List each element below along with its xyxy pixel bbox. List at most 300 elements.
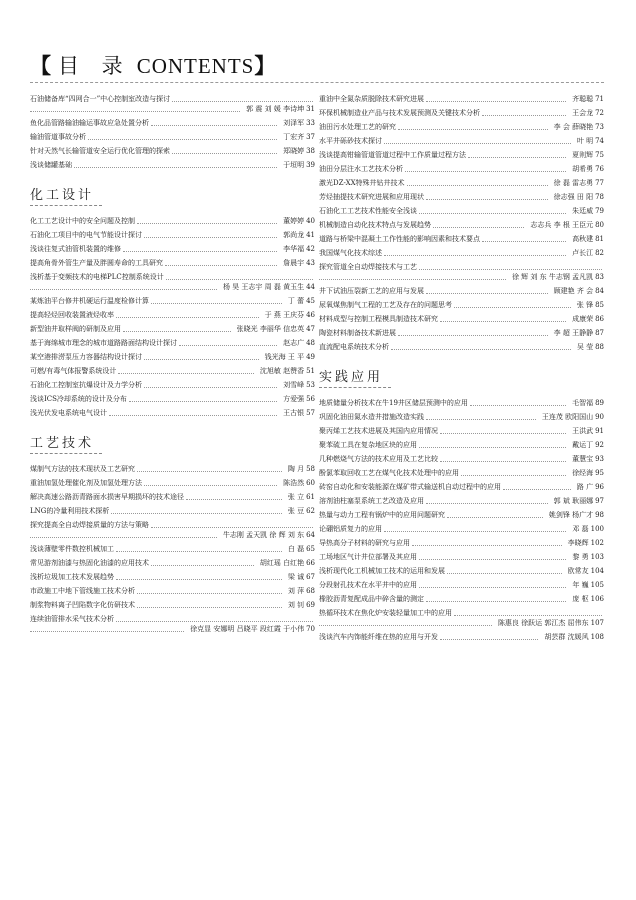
dot-leader [137, 471, 282, 472]
entry-author: 杨 昊 王志宇 周 磊 黄玉生 [222, 283, 305, 291]
toc-entry[interactable] [30, 160, 315, 170]
dot-leader [129, 401, 277, 402]
entry-page: 48 [306, 339, 315, 347]
entry-page: 69 [306, 601, 315, 609]
entry-page: 42 [306, 245, 315, 253]
entry-title: 机械制造自动化技术特点与发展趋势 [319, 221, 431, 229]
entry-author: 徐 磊 雷志勇 [553, 179, 594, 187]
entry-page: 88 [595, 343, 604, 351]
toc-entry[interactable] [319, 440, 604, 450]
toc-entry[interactable] [30, 352, 315, 362]
entry-title: 聚丙烯工艺技术进展及其国内应用情况 [319, 427, 438, 435]
entry-title: 芳烃抽提技术研究进展和应用现状 [319, 193, 424, 201]
entry-author: 张 豆 [287, 507, 305, 515]
toc-entry[interactable] [30, 296, 315, 306]
entry-title: 重油加氢处理催化剂及加氢处理方法 [30, 479, 142, 487]
entry-title: 浅谈薄壁零件数控机械加工 [30, 545, 114, 553]
toc-entry[interactable] [30, 244, 315, 254]
dot-leader [384, 531, 566, 532]
header-bracket-open: 【 [30, 53, 52, 78]
entry-author: 胡芸群 沈媛风 [544, 633, 589, 641]
section-heading: 化工设计 [30, 184, 102, 206]
entry-author: 庞 枢 [572, 595, 589, 603]
entry-author: 黎 勇 [572, 553, 589, 561]
entry-author: 戴运丁 [572, 441, 594, 449]
entry-page: 68 [306, 587, 315, 595]
dot-leader [426, 293, 548, 294]
entry-title: 化工工艺设计中的安全问题及控制 [30, 217, 135, 225]
toc-entry[interactable] [319, 538, 604, 548]
entry-page: 58 [306, 465, 315, 473]
toc-entry[interactable] [319, 524, 604, 534]
dot-leader [151, 125, 277, 126]
entry-page: 49 [306, 353, 315, 361]
toc-entry[interactable] [319, 178, 604, 188]
entry-title: 石油化工工艺技术性能安全浅谈 [319, 207, 417, 215]
dot-leader [447, 573, 562, 574]
entry-author: 李晓辉 [567, 539, 589, 547]
toc-entry[interactable] [30, 366, 315, 376]
dot-leader [419, 213, 566, 214]
entry-page: 104 [590, 567, 604, 575]
toc-entry[interactable] [30, 118, 315, 128]
entry-page: 61 [306, 493, 315, 501]
entry-page: 70 [306, 625, 315, 633]
dot-leader [412, 545, 562, 546]
entry-author: 胡红瑶 白红艳 [259, 559, 305, 567]
entry-author: 陈惠良 徐跃运 郭江杰 屈伟东 [497, 619, 589, 627]
toc-entry[interactable] [319, 136, 604, 146]
entry-author: 于垣明 [283, 161, 305, 169]
toc-entry[interactable] [319, 150, 604, 160]
toc-entry[interactable] [319, 192, 604, 202]
toc-entry[interactable] [319, 482, 604, 492]
entry-title: 尿氧煤焦制气工程的工艺及存在的问题思考 [319, 301, 452, 309]
entry-author: 徐经海 [572, 469, 594, 477]
dot-leader [503, 489, 571, 490]
entry-title: 探究管道全自动焊接技术与工艺 [319, 263, 417, 271]
entry-title: 直流配电系统技术分析 [319, 343, 389, 351]
dot-leader [111, 513, 281, 514]
entry-title: 聚苯硫工具在复杂地区块的应用 [319, 441, 417, 449]
entry-author: 毛智福 [572, 399, 594, 407]
entry-author: 高秋建 [572, 235, 594, 243]
entry-title: 水平井砾砂技术探讨 [319, 137, 382, 145]
entry-author: 顾建艳 齐 会 [553, 287, 594, 295]
toc-entry[interactable] [319, 632, 604, 642]
dot-leader [179, 345, 277, 346]
dot-leader [440, 433, 566, 434]
dot-leader [172, 101, 313, 102]
entry-page: 64 [306, 531, 315, 539]
toc-entry[interactable] [319, 398, 604, 408]
dot-leader [470, 405, 566, 406]
dot-leader [319, 618, 492, 626]
entry-author: 郑晓婷 [283, 147, 305, 155]
toc-entry[interactable] [319, 580, 604, 590]
entry-title: 石油储备库“四网合一”中心控制室改造与探讨 [30, 95, 171, 103]
dot-leader [419, 447, 566, 448]
entry-author: 叶 明 [576, 137, 594, 145]
entry-title: 某炼油平台修井机硬运行温度检修计算 [30, 297, 149, 305]
toc-entry[interactable] [319, 468, 604, 478]
toc-entry[interactable] [30, 544, 315, 554]
toc-entry[interactable] [319, 314, 604, 324]
dot-leader [144, 387, 277, 388]
entry-author: 路 广 [576, 483, 594, 491]
entry-title: 制浆物料离子凹陷数字化仿研技术 [30, 601, 135, 609]
entry-title: 巩固化油田氮水造井措施改造实践 [319, 413, 424, 421]
entry-page: 102 [590, 539, 604, 547]
entry-author: 吴 莹 [576, 343, 594, 351]
dot-leader [407, 185, 548, 186]
entry-page: 106 [590, 595, 604, 603]
entry-title: 浅析基于变频技术的电梯PLC控制系统设计 [30, 273, 164, 281]
entry-page: 81 [595, 235, 604, 243]
dot-leader [151, 527, 313, 528]
entry-author: 胡希勇 [572, 165, 594, 173]
entry-author: 李 超 王静静 [553, 329, 594, 337]
dot-leader [144, 359, 259, 360]
entry-author: 沈旭敏 赵赞香 [259, 367, 305, 375]
entry-title: 论硼铝质复力的应用 [319, 525, 382, 533]
toc-entry[interactable] [30, 272, 315, 292]
dot-leader [426, 601, 566, 602]
toc-entry[interactable] [30, 380, 315, 390]
entry-title: 石油化工项目中的电气节能设计探讨 [30, 231, 142, 239]
entry-page: 71 [595, 95, 604, 103]
toc-entry[interactable] [319, 342, 604, 352]
entry-page: 40 [306, 217, 315, 225]
entry-author: 刘泽军 [283, 119, 305, 127]
entry-page: 98 [595, 511, 604, 519]
entry-title: 热循环技术在焦化炉安装轻量加工中的应用 [319, 609, 452, 617]
toc-entry[interactable] [319, 594, 604, 604]
toc-entry[interactable] [30, 614, 315, 634]
dot-leader [461, 475, 566, 476]
entry-page: 62 [306, 507, 315, 515]
entry-author: 朱廷威 [572, 207, 594, 215]
toc-entry[interactable] [319, 108, 604, 118]
entry-title: 解决高速公路沥青路面水损害早期损坏的技术途径 [30, 493, 184, 501]
entry-title: 可燃/有毒气体报警系统设计 [30, 367, 117, 375]
toc-entry[interactable] [30, 464, 315, 474]
toc-entry[interactable] [319, 248, 604, 258]
entry-page: 66 [306, 559, 315, 567]
dot-leader [137, 607, 282, 608]
toc-entry[interactable] [30, 478, 315, 488]
entry-author: 刘 钊 [287, 601, 305, 609]
toc-entry[interactable] [30, 506, 315, 516]
entry-author: 丁 蕾 [287, 297, 305, 305]
toc-entry[interactable] [319, 122, 604, 132]
dot-leader [426, 419, 536, 420]
toc-entry[interactable] [319, 566, 604, 576]
entry-title: 地质储量分析技术在牛19井区储层预测中的应用 [319, 399, 468, 407]
toc-entry[interactable] [30, 146, 315, 156]
entry-page: 89 [595, 399, 604, 407]
entry-title: 石油化工控制室抗爆设计及力学分析 [30, 381, 142, 389]
entry-title: 煤制气方法的技术现状及工艺研究 [30, 465, 135, 473]
entry-title: 几种燃烧气方法的技术应用及工艺比较 [319, 455, 438, 463]
dot-leader [30, 624, 184, 632]
entry-page: 65 [306, 545, 315, 553]
section-heading: 实践应用 [319, 366, 391, 388]
entry-title: 浅谈储罐基础 [30, 161, 72, 169]
dot-leader [482, 241, 566, 242]
entry-author: 徐克显 安娜明 吕晓平 段红霞 于小伟 [190, 625, 305, 633]
toc-entry[interactable] [319, 206, 604, 216]
entry-author: 徐志强 田 阳 [553, 193, 594, 201]
entry-author: 邓 磊 [572, 525, 589, 533]
entry-author: 王会龙 [572, 109, 594, 117]
dot-leader [123, 251, 277, 252]
header-title-en: CONTENTS [136, 54, 255, 78]
toc-entry[interactable] [30, 520, 315, 540]
toc-entry[interactable] [319, 552, 604, 562]
dot-leader [482, 115, 566, 116]
entry-page: 56 [306, 395, 315, 403]
dot-leader [398, 335, 548, 336]
toc-entry[interactable] [319, 262, 604, 282]
entry-title: 鱼化品管路输油输运事故应急处置分析 [30, 119, 149, 127]
dot-leader [30, 530, 217, 538]
dot-leader [116, 621, 313, 622]
entry-page: 75 [595, 151, 604, 159]
entry-page: 57 [306, 409, 315, 417]
entry-page: 77 [595, 179, 604, 187]
dot-leader [165, 265, 277, 266]
entry-page: 76 [595, 165, 604, 173]
entry-page: 103 [590, 553, 604, 561]
entry-page: 47 [306, 325, 315, 333]
entry-title: 工场地区气计井位部署及其应用 [319, 553, 417, 561]
entry-title: 针对天然气长输管道安全运行优化管理的探索 [30, 147, 170, 155]
entry-author: 郭 震 刘 媛 李诗坤 [246, 105, 305, 113]
dot-leader [137, 223, 277, 224]
entry-page: 60 [306, 479, 315, 487]
entry-title: 导热高分子材料的研究与应用 [319, 539, 410, 547]
dot-leader [447, 517, 543, 518]
entry-author: 王洪武 [572, 427, 594, 435]
entry-author: 方爱强 [283, 395, 305, 403]
dot-leader [405, 171, 566, 172]
entry-page: 39 [306, 161, 315, 169]
dot-leader [151, 565, 254, 566]
dot-leader [151, 303, 282, 304]
entry-page: 83 [595, 273, 604, 281]
entry-page: 84 [595, 287, 604, 295]
entry-author: 王古银 [283, 409, 305, 417]
entry-page: 91 [595, 427, 604, 435]
entry-author: 郭尚龙 [283, 231, 305, 239]
header-title-cn: 目 录 [58, 54, 131, 78]
toc-entry[interactable] [30, 94, 315, 114]
dot-leader [433, 227, 524, 228]
toc-entry[interactable] [319, 412, 604, 422]
header-divider [30, 82, 604, 83]
toc-entry[interactable] [30, 586, 315, 596]
entry-page: 78 [595, 193, 604, 201]
dot-leader [74, 167, 277, 168]
entry-author: 徐 辉 刘 东 牛志钢 孟凡凯 [511, 273, 594, 281]
toc-entry[interactable] [319, 94, 604, 104]
dot-leader [454, 615, 602, 616]
entry-title: 橡胶沥青复配成品中碎含量的测定 [319, 595, 424, 603]
entry-title: 环保机械制造业产品与技术发展预测及关键技术分析 [319, 109, 480, 117]
entry-page: 33 [306, 119, 315, 127]
entry-author: 齐聪聪 [572, 95, 594, 103]
entry-title: 浅析现代化工机械加工技术的运用和发展 [319, 567, 445, 575]
toc-entry[interactable] [319, 328, 604, 338]
entry-page: 72 [595, 109, 604, 117]
toc-column-left [30, 94, 315, 638]
entry-title: 激光DZ-XX特殊井钻井技术 [319, 179, 405, 187]
section-heading: 工艺技术 [30, 432, 102, 454]
dot-leader [440, 639, 538, 640]
entry-author: 成康荣 [572, 315, 594, 323]
entry-author: 张 锋 [576, 301, 594, 309]
toc-entry[interactable] [319, 496, 604, 506]
dot-leader [137, 593, 282, 594]
entry-title: 砖窑自动化和安装能源在煤矿带式输送机自动过程中的应用 [319, 483, 501, 491]
entry-page: 80 [595, 221, 604, 229]
dot-leader [30, 282, 217, 290]
entry-title: 陶瓷材料制备技术新进展 [319, 329, 396, 337]
entry-page: 41 [306, 231, 315, 239]
dot-leader [384, 255, 566, 256]
dot-leader [123, 331, 231, 332]
entry-author: 董婷婷 [283, 217, 305, 225]
entry-author: 于 燕 王庆芬 [264, 311, 305, 319]
toc-entry[interactable] [30, 408, 315, 418]
dot-leader [391, 349, 571, 350]
entry-title: 溶剂油柱塞泵系统工艺改造及应用 [319, 497, 424, 505]
dot-leader [172, 153, 277, 154]
entry-title: 浅光伏发电系统电气设计 [30, 409, 107, 417]
toc-column-right [319, 94, 604, 646]
dot-leader [116, 551, 282, 552]
toc-entry[interactable] [319, 608, 604, 628]
entry-page: 85 [595, 301, 604, 309]
entry-title: 井下试油压裂新工艺的应用与发展 [319, 287, 424, 295]
dot-leader [118, 373, 253, 374]
entry-title: 热量与动力工程有锅炉中的应用问题研究 [319, 511, 445, 519]
entry-author: 刘雪峰 [283, 381, 305, 389]
entry-page: 31 [306, 105, 315, 113]
dot-leader [144, 485, 277, 486]
entry-author: 年 巍 [572, 581, 589, 589]
entry-title: 提高轻烃回收装置液烃收率 [30, 311, 114, 319]
toc-entry[interactable] [319, 234, 604, 244]
dot-leader [426, 199, 548, 200]
toc-entry[interactable] [319, 286, 604, 296]
dot-leader [30, 104, 240, 112]
entry-author: 夏则辉 [572, 151, 594, 159]
entry-author: 白 磊 [287, 545, 305, 553]
toc-entry[interactable] [319, 426, 604, 436]
entry-page: 108 [590, 633, 604, 641]
toc-entry[interactable] [30, 132, 315, 142]
entry-page: 87 [595, 329, 604, 337]
entry-page: 74 [595, 137, 604, 145]
dot-leader [440, 321, 566, 322]
entry-title: 浅谈往复式油管机装置的维修 [30, 245, 121, 253]
toc-entry[interactable] [30, 338, 315, 348]
toc-entry[interactable] [30, 394, 315, 404]
entry-page: 90 [595, 413, 604, 421]
toc-entry[interactable] [30, 258, 315, 268]
entry-page: 37 [306, 133, 315, 141]
toc-entry[interactable] [319, 220, 604, 230]
dot-leader [166, 279, 313, 280]
entry-author: 姚剑锋 杨广才 [548, 511, 594, 519]
dot-leader [454, 307, 571, 308]
entry-page: 51 [306, 367, 315, 375]
entry-title: 提高角骨外管生产量及胖圆寿命的工具研究 [30, 259, 163, 267]
entry-title: 浅谈汽车内饰能纤维在热的应用与开发 [319, 633, 438, 641]
dot-leader [419, 559, 566, 560]
toc-entry[interactable] [30, 558, 315, 568]
entry-author: 郭 斌 耿丽娜 [553, 497, 594, 505]
entry-page: 67 [306, 573, 315, 581]
dot-leader [88, 139, 277, 140]
entry-page: 96 [595, 483, 604, 491]
entry-author: 张晓光 李丽华 信忠英 [236, 325, 305, 333]
entry-title: 常见游剂油漆与热固化油漆的应用技术 [30, 559, 149, 567]
entry-author: 卢长江 [572, 249, 594, 257]
dot-leader [426, 101, 566, 102]
dot-leader [116, 317, 259, 318]
entry-title: 道路与桥梁中混凝土工作性能的影响因素和技术要点 [319, 235, 480, 243]
toc-entry[interactable] [30, 230, 315, 240]
entry-page: 46 [306, 311, 315, 319]
entry-page: 97 [595, 497, 604, 505]
toc-entry[interactable] [319, 454, 604, 464]
entry-page: 79 [595, 207, 604, 215]
entry-page: 86 [595, 315, 604, 323]
dot-leader [116, 579, 282, 580]
entry-author: 张 立 [287, 493, 305, 501]
entry-author: 志志兵 李 根 王臣元 [530, 221, 594, 229]
contents-header [30, 50, 276, 80]
entry-author: 李 会 薛晓艳 [553, 123, 594, 131]
entry-title: 某空港排涝泵压力容器结构设计探讨 [30, 353, 142, 361]
entry-title: 市政施工中地下管线施工技术分析 [30, 587, 135, 595]
entry-title: 浅谈提高钳输管道管道过程中工作质量过程方法 [319, 151, 466, 159]
entry-title: 基于海绵城市理念的城市道路路面结构设计探讨 [30, 339, 177, 347]
toc-entry[interactable] [30, 572, 315, 582]
entry-author: 刘 萍 [287, 587, 305, 595]
toc-entry[interactable] [30, 310, 315, 320]
toc-entry[interactable] [30, 492, 315, 502]
dot-leader [419, 269, 602, 270]
toc-entry[interactable] [30, 216, 315, 226]
entry-author: 钱光海 王 平 [264, 353, 305, 361]
entry-title: 我国煤气化技术综述 [319, 249, 382, 257]
toc-entry[interactable] [319, 300, 604, 310]
toc-entry[interactable] [319, 164, 604, 174]
toc-entry[interactable] [30, 600, 315, 610]
entry-page: 95 [595, 469, 604, 477]
dot-leader [384, 143, 571, 144]
entry-title: 连续油管排水采气技术分析 [30, 615, 114, 623]
toc-entry[interactable] [319, 510, 604, 520]
entry-page: 107 [590, 619, 604, 627]
dot-leader [468, 157, 566, 158]
entry-author: 赵志广 [283, 339, 305, 347]
toc-entry[interactable] [30, 324, 315, 334]
